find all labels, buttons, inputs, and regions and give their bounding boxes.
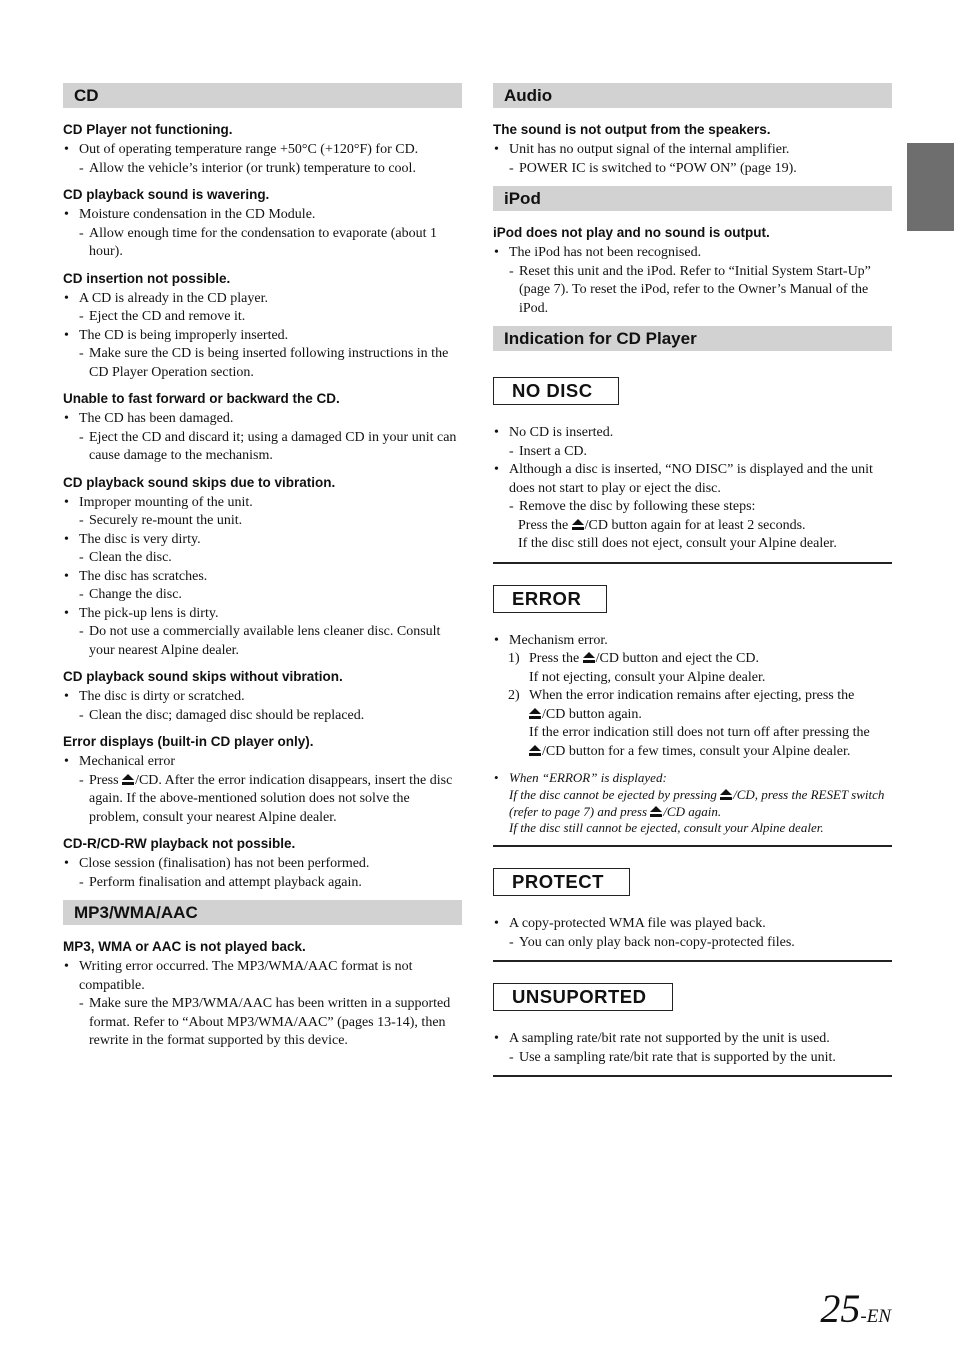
step-text: Press the /CD button again for at least 2 seconds. (518, 517, 806, 533)
sub-item: - Do not use a commercially available lens cleaner disc. Consult your nearest Alpine dealer. (63, 623, 462, 660)
bullet-item: • The pick-up lens is dirty. (63, 605, 462, 624)
sub-item: - Securely re-mount the unit. (63, 512, 462, 531)
bullet-item: • A CD is already in the CD player. (63, 290, 462, 309)
sub-item: - Reset this unit and the iPod. Refer to “Initial System Start-Up” (page 7). To reset the iPod, refer to the Owner’s Manual of the iPod. (493, 263, 892, 319)
indication-badge-unsupported: UNSUPORTED (493, 983, 673, 1011)
eject-icon (122, 774, 134, 785)
step-text: If the disc still does not eject, consult your Alpine dealer. (518, 536, 837, 551)
problem-title: Error displays (built-in CD player only). (63, 734, 314, 749)
problem-title: CD playback sound skips without vibration. (63, 669, 343, 684)
page-number: 25-EN (820, 1286, 891, 1331)
problem-block (63, 390, 462, 466)
left-column (63, 83, 462, 1059)
bullet-item: • Unit has no output signal of the internal amplifier. (493, 141, 892, 160)
sub-item: - Allow the vehicle’s interior (or trunk) temperature to cool. (63, 160, 462, 179)
eject-icon (529, 745, 541, 756)
problem-title: Unable to fast forward or backward the CD. (63, 391, 340, 406)
sub-item: - Eject the CD and discard it; using a damaged CD in your unit can cause damage to the mechanism. (63, 429, 462, 466)
sub-item: - Make sure the CD is being inserted following instructions in the CD Player Operation section. (63, 345, 462, 382)
sub-item: - Clean the disc. (63, 549, 462, 568)
side-tab (907, 143, 954, 231)
sub-item: - Perform finalisation and attempt playback again. (63, 874, 462, 893)
bullet-item: • The disc is very dirty. (63, 531, 462, 550)
indication-badge-no-disc: NO DISC (493, 377, 619, 405)
problem-block (63, 474, 462, 661)
sub-item: - Insert a CD. (493, 443, 892, 462)
bullet-item: • Improper mounting of the unit. (63, 494, 462, 513)
bullet-item: • Mechanism error. (493, 632, 892, 651)
indication-badge-error: ERROR (493, 585, 607, 613)
bullet-item: • Mechanical error (63, 753, 462, 772)
sub-item: - Eject the CD and remove it. (63, 308, 462, 327)
problem-title: CD Player not functioning. (63, 122, 233, 137)
bullet-item: • Out of operating temperature range +50°C (+120°F) for CD. (63, 141, 462, 160)
eject-icon (583, 652, 595, 663)
section-header-audio: Audio (493, 83, 892, 108)
section-header-mp3: MP3/WMA/AAC (63, 900, 462, 925)
eject-icon (529, 708, 541, 719)
eject-icon (650, 806, 662, 817)
bullet-item: • Moisture condensation in the CD Module. (63, 206, 462, 225)
indication-badge-protect: PROTECT (493, 868, 630, 896)
sub-item: - Clean the disc; damaged disc should be replaced. (63, 707, 462, 726)
bullet-item: • A sampling rate/bit rate not supported by the unit is used. (493, 1030, 892, 1049)
step-text: If not ejecting, consult your Alpine dealer. (529, 669, 766, 685)
sub-item: - You can only play back non-copy-protected files. (493, 934, 892, 953)
bullet-item: • Although a disc is inserted, “NO DISC” is displayed and the unit does not start to play or eject the disc. (493, 461, 892, 498)
problem-block (63, 121, 462, 178)
problem-block (63, 186, 462, 262)
problem-ipod (493, 224, 892, 318)
section-header-cd: CD (63, 83, 462, 108)
sub-item: - Use a sampling rate/bit rate that is supported by the unit. (493, 1049, 892, 1068)
indication-error (493, 585, 892, 848)
numbered-step: 2) When the error indication remains after ejecting, press the /CD button again. (508, 688, 855, 722)
problem-block (63, 270, 462, 383)
eject-icon (720, 789, 732, 800)
problem-title: MP3, WMA or AAC is not played back. (63, 939, 306, 954)
bullet-item: • The iPod has not been recognised. (493, 244, 892, 263)
problem-cdr (63, 835, 462, 892)
sub-item: - Allow enough time for the condensation to evaporate (about 1 hour). (63, 225, 462, 262)
bullet-item: • The CD is being improperly inserted. (63, 327, 462, 346)
bullet-item: • The disc is dirty or scratched. (63, 688, 462, 707)
bullet-item: • Writing error occurred. The MP3/WMA/AAC format is not compatible. (63, 958, 462, 995)
problem-mp3 (63, 938, 462, 1051)
step-text: If the error indication still does not turn off after pressing the /CD button for a few times, consult your Alpine dealer. (529, 725, 870, 759)
sub-item: - Press /CD. After the error indication disappears, insert the disc again. If the above-mentioned solution does not solve the problem, consult your nearest Alpine dealer. (63, 772, 462, 828)
section-header-indication: Indication for CD Player (493, 326, 892, 351)
numbered-step: 1) Press the /CD button and eject the CD. (508, 651, 759, 666)
problem-title: iPod does not play and no sound is output. (493, 225, 770, 240)
bullet-item: • Close session (finalisation) has not been performed. (63, 855, 462, 874)
bullet-item: • No CD is inserted. (493, 424, 892, 443)
cd-troubleshooting-list (63, 121, 462, 725)
section-header-ipod: iPod (493, 186, 892, 211)
sub-item: - Remove the disc by following these steps: (493, 498, 892, 517)
sub-item: - Change the disc. (63, 586, 462, 605)
note: • When “ERROR” is displayed: If the disc cannot be ejected by pressing /CD, press the RESET switch (refer to page 7) and press /CD again. If the disc still cannot be ejected, consult your Alpine dealer. (493, 770, 892, 837)
right-column (493, 83, 892, 1098)
problem-block (63, 668, 462, 725)
indication-no-disc (493, 377, 892, 564)
sub-item: - Make sure the MP3/WMA/AAC has been written in a supported format. Refer to “About MP3/WMA/AAC” (pages 13-14), then rewrite in the format supported by this device. (63, 995, 462, 1051)
problem-title: CD-R/CD-RW playback not possible. (63, 836, 296, 851)
bullet-item: • The disc has scratches. (63, 568, 462, 587)
problem-title: The sound is not output from the speakers. (493, 122, 771, 137)
sub-item: - POWER IC is switched to “POW ON” (page 19). (493, 160, 892, 179)
problem-error-displays (63, 733, 462, 827)
problem-title: CD playback sound skips due to vibration. (63, 474, 336, 490)
eject-icon (572, 519, 584, 530)
bullet-item: • The CD has been damaged. (63, 410, 462, 429)
problem-title: CD insertion not possible. (63, 270, 231, 286)
problem-audio (493, 121, 892, 178)
indication-unsupported (493, 983, 892, 1077)
problem-title: CD playback sound is wavering. (63, 187, 270, 202)
bullet-item: • A copy-protected WMA file was played back. (493, 915, 892, 934)
indication-protect (493, 868, 892, 962)
